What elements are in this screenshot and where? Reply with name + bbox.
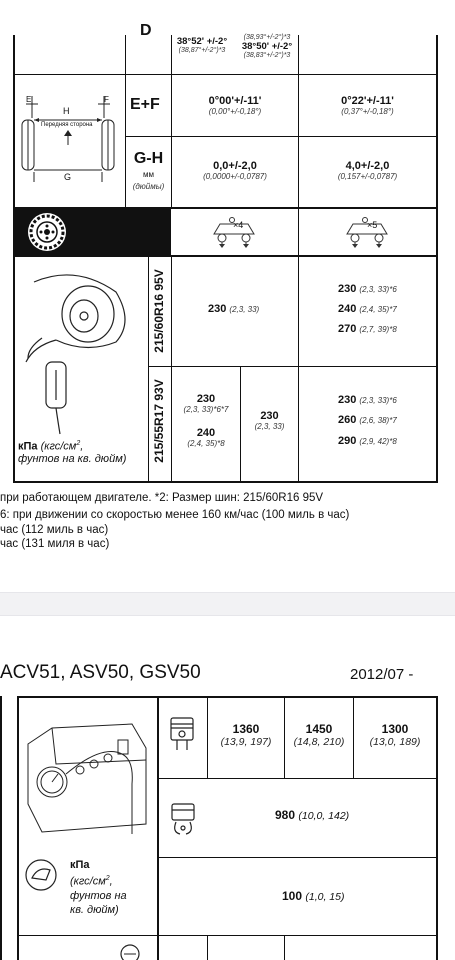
compression-gauge-illustration [22,704,154,846]
tire1-col2-value-2: 240 (2,4, 35)*7 [338,303,397,315]
row-d-col2-value: 38°50' +/-2° [241,41,293,52]
row-gh-label: G-H [133,150,164,167]
compression-value-1: 1360 (13,9, 197) [220,722,272,748]
section2-date: 2012/07 - [350,666,414,683]
compression-value-3: 1300 (13,0, 189) [369,722,421,748]
pressure-units-label: кПа ($кгс/см^2$, фунтов на кв. дюйм) [18,440,127,465]
page-separator [0,592,455,616]
tire-icon [26,211,68,253]
row-ef-col2-value: 0°22'+/-11' [341,95,394,107]
compression-difference-value: 100 (1,0, 15) [282,889,345,903]
gauge-hand-icon [24,858,58,892]
footnote-2: 6: при движении со скоростью менее 160 км/час (100 миль в час) [0,509,350,521]
load-5-label: ×5 [367,220,378,230]
row-gh-unit-mm: мм [143,170,154,179]
row-ef-col1-value: 0°00'+/-11' [208,95,262,107]
engine-small-icon [118,942,146,960]
row-d-label: D [140,22,152,39]
tire2-col2-value-2: 260 (2,6, 38)*7 [338,414,397,426]
row-gh-col2-sub: (0,157+/-0,0787) [337,172,398,181]
row-d-col2-top-sub: (38,93°+/-2°)*3 [243,34,291,41]
row-ef-label: E+F [130,96,160,113]
compression-units-label: кПа ($кгс/см^2$, фунтов на кв. дюйм) [70,859,127,916]
footnote-1: при работающем двигателе. *2: Размер шин: 215/60R16 95V [0,492,324,504]
row-gh-unit-inch: (дюймы) [132,182,165,191]
row-gh-col1-sub: (0,0000+/-0,0787) [203,172,267,181]
load-4-label: ×4 [233,220,244,230]
footnote-3: час (112 миль в час) [0,524,109,536]
oil-pressure-icon [166,800,200,838]
row-d-col1-sub: (38,87°+/-2°)*3 [178,47,226,54]
piston-icon [165,716,199,752]
footnote-4: час (131 миля в час) [0,538,110,550]
row-ef-col2-sub: (0,37°+/-0,18°) [341,107,394,116]
row-d-col2-sub: (38,83°+/-2°)*3 [243,52,291,59]
tire2-col1a-value-1: 230 (2,3, 33)*6*7 [183,393,229,414]
tire2-col1a-value-2: 240 (2,4, 35)*8 [187,427,225,448]
compression-value-2: 1450 (14,8, 210) [293,722,345,748]
tire2-col1b-value: 230 (2,3, 33) [254,410,285,431]
diagram-label-g: G [64,172,72,182]
tire2-col2-value-1: 230 (2,3, 33)*6 [338,394,397,406]
row-gh-col1-value: 0,0+/-2,0 [213,160,257,172]
tire-size-1: 215/60R16 95V [152,269,166,353]
section2-title: ACV51, ASV50, GSV50 [0,662,201,683]
tire1-col1-value: 230 (2,3, 33) [208,303,260,315]
diagram-label-h: H [63,106,70,116]
row-ef-col1-sub: (0,00°+/-0,18°) [208,107,262,116]
tire-size-2: 215/55R17 93V [152,379,166,463]
row-gh-col2-value: 4,0+/-2,0 [345,160,390,172]
tire2-col2-value-3: 290 (2,9, 42)*8 [338,435,397,447]
diagram-label-f: F [104,95,109,104]
row-d-col1-value: 38°52' +/-2° [176,36,228,47]
min-compression-value: 980 (10,0, 142) [275,808,350,822]
tire1-col2-value-1: 230 (2,3, 33)*6 [338,283,397,295]
diagram-label-e: E [26,95,32,104]
tire-gauge-illustration [16,262,146,440]
tire1-col2-value-3: 270 (2,7, 39)*8 [338,323,397,335]
diagram-label-front: Передняя сторона [41,122,93,128]
